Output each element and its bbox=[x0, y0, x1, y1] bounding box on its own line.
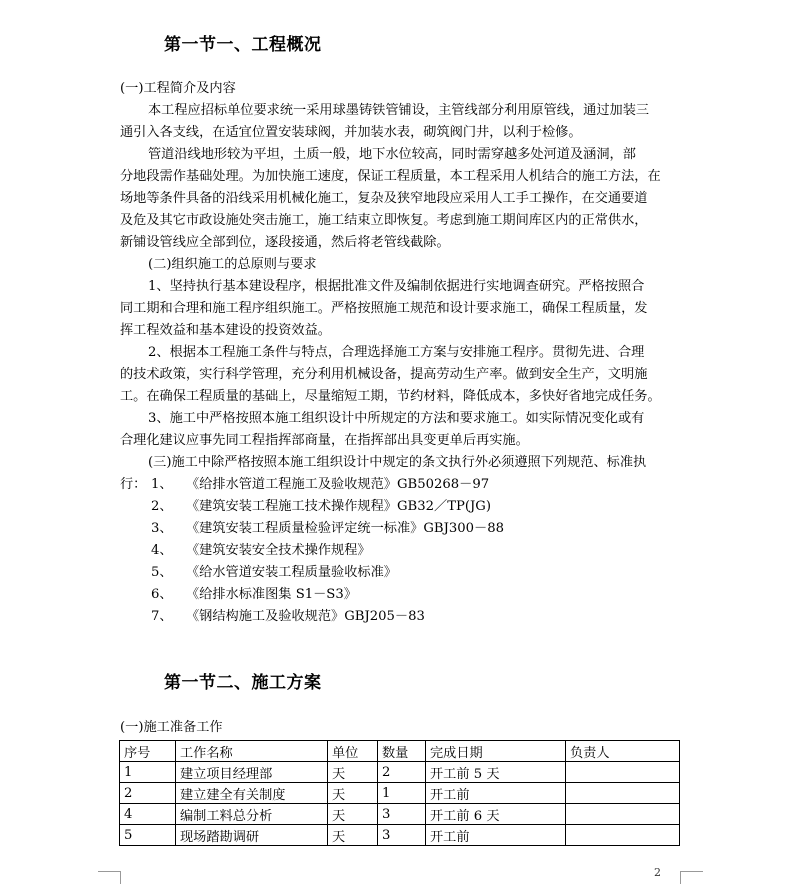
column-header: 完成日期 bbox=[426, 741, 566, 762]
table-cell bbox=[566, 825, 680, 846]
list-item-number: 7、 bbox=[151, 609, 173, 624]
table-cell: 开工前 bbox=[426, 825, 566, 846]
list-item: 《给排水标准图集 S1－S3》 bbox=[186, 587, 357, 602]
table-cell: 开工前 5 天 bbox=[426, 762, 566, 783]
column-header: 负责人 bbox=[566, 741, 680, 762]
page-number: 2 bbox=[654, 866, 661, 879]
list-item-number: 4、 bbox=[151, 543, 173, 558]
paragraph-line: 行： bbox=[120, 477, 147, 492]
list-item-number: 5、 bbox=[151, 565, 173, 580]
list-item: 《建筑安装工程施工技术操作规程》GB32／TP(JG) bbox=[186, 499, 491, 514]
table-cell: 开工前 bbox=[426, 783, 566, 804]
column-header: 序号 bbox=[120, 741, 176, 762]
column-header: 数量 bbox=[378, 741, 426, 762]
paragraph-line: 同工期和合理和施工程序组织施工。严格按照施工规范和设计要求施工，确保工程质量，发 bbox=[120, 301, 648, 316]
table-cell: 天 bbox=[328, 825, 378, 846]
table-cell: 1 bbox=[378, 783, 426, 804]
margin-crop-mark bbox=[680, 871, 703, 884]
table-cell bbox=[566, 762, 680, 783]
table-cell: 编制工料总分析 bbox=[176, 804, 328, 825]
table-cell: 天 bbox=[328, 783, 378, 804]
paragraph-line: 1、坚持执行基本建设程序，根据批准文件及编制依据进行实地调查研究。严格按照合 bbox=[148, 279, 645, 294]
paragraph-line: 新铺设管线应全部到位，逐段接通，然后将老管线截除。 bbox=[120, 235, 450, 250]
table-cell: 建立建全有关制度 bbox=[176, 783, 328, 804]
paragraph-line: 3、施工中严格按照本施工组织设计中所规定的方法和要求施工。如实际情况变化或有 bbox=[148, 411, 645, 426]
paragraph-line: 合理化建议应事先同工程指挥部商量，在指挥部出具变更单后再实施。 bbox=[120, 433, 529, 448]
table-cell: 3 bbox=[378, 825, 426, 846]
list-item-number: 3、 bbox=[151, 521, 173, 536]
table-cell: 2 bbox=[378, 762, 426, 783]
list-item: 《钢结构施工及验收规范》GBJ205－83 bbox=[186, 609, 425, 624]
table-cell: 开工前 6 天 bbox=[426, 804, 566, 825]
column-header: 单位 bbox=[328, 741, 378, 762]
table-cell: 2 bbox=[120, 783, 176, 804]
list-item-number: 1、 bbox=[151, 477, 173, 492]
table-cell: 现场踏勘调研 bbox=[176, 825, 328, 846]
table-cell: 5 bbox=[120, 825, 176, 846]
margin-crop-mark bbox=[98, 871, 121, 884]
paragraph-line: 管道沿线地形较为平坦，土质一般，地下水位较高，同时需穿越多处河道及涵洞，部 bbox=[148, 147, 636, 162]
list-item-number: 6、 bbox=[151, 587, 173, 602]
preparation-table bbox=[119, 740, 680, 846]
table-row bbox=[120, 762, 680, 783]
paragraph-line: 及危及其它市政设施处突击施工，施工结束立即恢复。考虑到施工期间库区内的正常供水， bbox=[120, 213, 648, 228]
list-item: 《建筑安装工程质量检验评定统一标准》GBJ300－88 bbox=[186, 521, 505, 536]
paragraph-line: 挥工程效益和基本建设的投资效益。 bbox=[120, 323, 331, 338]
paragraph-line: 的技术政策，实行科学管理，充分利用机械设备，提高劳动生产率。做到安全生产，文明施 bbox=[120, 367, 648, 382]
paragraph-line: 2、根据本工程施工条件与特点，合理选择施工方案与安排施工程序。贯彻先进、合理 bbox=[148, 345, 645, 360]
paragraph-line: 通引入各支线，在适宜位置安装球阀，并加装水表，砌筑阀门井，以利于检修。 bbox=[120, 125, 582, 140]
table-cell: 建立项目经理部 bbox=[176, 762, 328, 783]
paragraph-line: 本工程应招标单位要求统一采用球墨铸铁管铺设，主管线部分利用原管线，通过加装三 bbox=[148, 103, 650, 118]
list-item-number: 2、 bbox=[151, 499, 173, 514]
table-cell: 1 bbox=[120, 762, 176, 783]
section2-title: 第一节二、施工方案 bbox=[164, 673, 322, 693]
table-cell bbox=[566, 804, 680, 825]
table-header-row bbox=[120, 741, 680, 762]
paragraph-line: 分地段需作基础处理。为加快施工速度，保证工程质量，本工程采用人机结合的施工方法，在 bbox=[120, 169, 661, 184]
table-row bbox=[120, 804, 680, 825]
list-item: 《给水管道安装工程质量验收标准》 bbox=[186, 565, 397, 580]
subheading-2: (二)组织施工的总原则与要求 bbox=[148, 257, 317, 272]
subheading-3: (三)施工中除严格按照本施工组织设计中规定的条文执行外必须遵照下列规范、标准执 bbox=[148, 455, 647, 470]
subheading-prep: (一)施工准备工作 bbox=[120, 720, 223, 735]
table-row bbox=[120, 783, 680, 804]
table-cell: 3 bbox=[378, 804, 426, 825]
table-cell: 4 bbox=[120, 804, 176, 825]
paragraph-line: 工。在确保工程质量的基础上，尽量缩短工期，节约材料，降低成本，多快好省地完成任务。 bbox=[120, 389, 661, 404]
section1-title: 第一节一、工程概况 bbox=[164, 35, 322, 55]
list-item: 《建筑安装安全技术操作规程》 bbox=[186, 543, 371, 558]
table-cell: 天 bbox=[328, 762, 378, 783]
table-cell bbox=[566, 783, 680, 804]
column-header: 工作名称 bbox=[176, 741, 328, 762]
table-row bbox=[120, 825, 680, 846]
subheading-1: (一)工程简介及内容 bbox=[120, 81, 236, 96]
paragraph-line: 场地等条件具备的沿线采用机械化施工，复杂及狭窄地段应采用人工手工操作，在交通要道 bbox=[120, 191, 648, 206]
table-cell: 天 bbox=[328, 804, 378, 825]
list-item: 《给排水管道工程施工及验收规范》GB50268－97 bbox=[186, 477, 490, 492]
